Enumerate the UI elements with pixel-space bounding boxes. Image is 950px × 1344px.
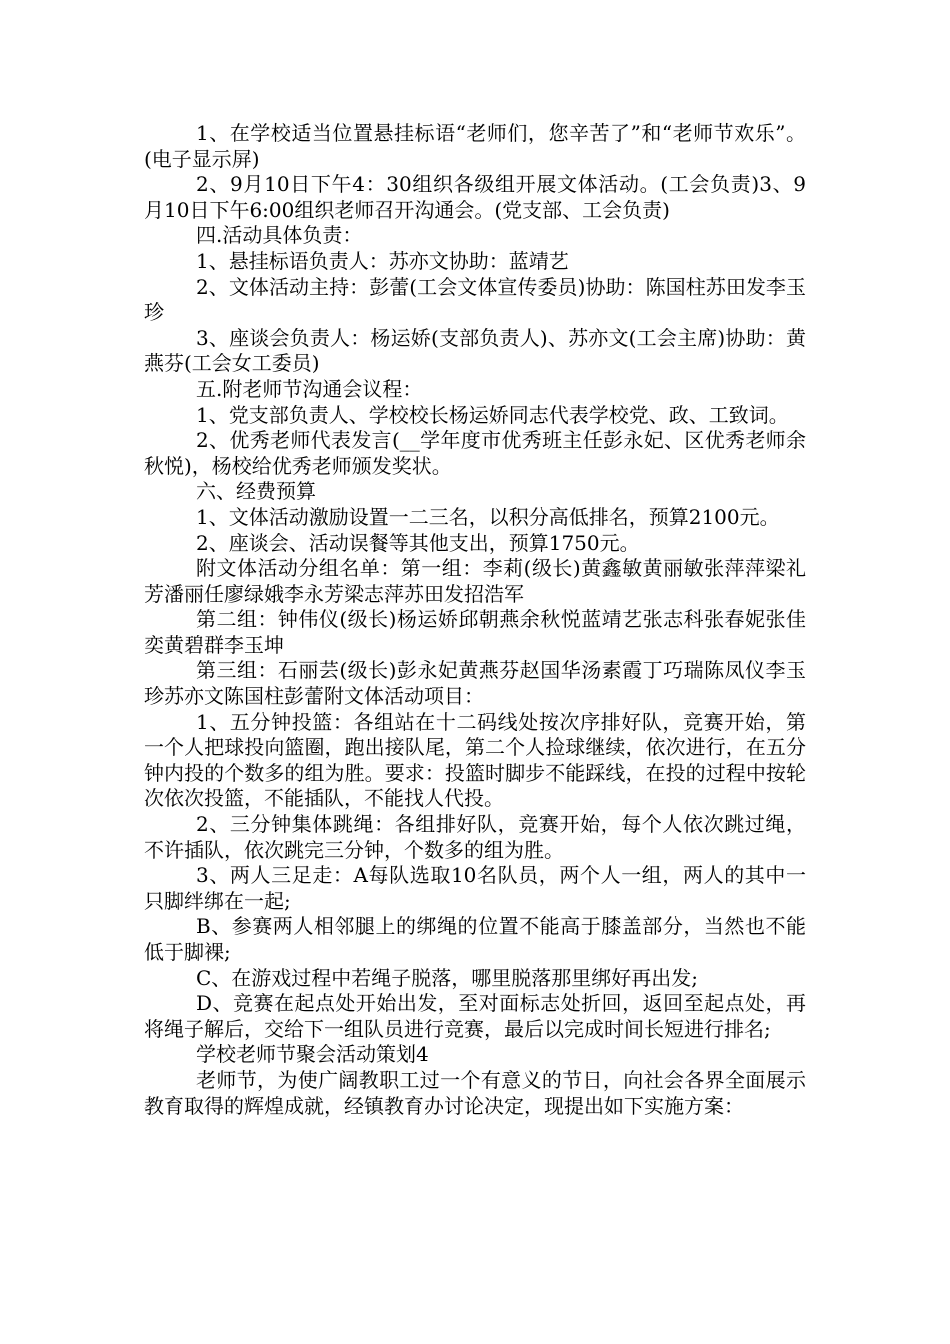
paragraph: 1、五分钟投篮：各组站在十二码线处按次序排好队，竞赛开始，第一个人把球投向篮圈，跑出接队尾，第二个人捡球继续，依次进行，在五分钟内投的个数多的组为胜。要求：投篮时脚步不能踩线，在投的过程中按轮次依次投篮，不能插队，不能找人代投。 <box>144 709 806 811</box>
section-heading: 五.附老师节沟通会议程： <box>196 376 423 401</box>
paragraph: 1、悬挂标语负责人：苏亦文协助：蓝靖艺 <box>196 248 569 273</box>
paragraph: 1、在学校适当位置悬挂标语“老师们，您辛苦了”和“老师节欢乐”。(电子显示屏) <box>144 121 806 171</box>
paragraph: 3、两人三足走：A每队选取10名队员，两个人一组，两人的其中一只脚绊绑在一起; <box>144 863 806 913</box>
paragraph: 2、座谈会、活动误餐等其他支出，预算1750元。 <box>196 530 640 555</box>
paragraph: 2、优秀老师代表发言(__学年度市优秀班主任彭永妃、区优秀老师余秋悦)，杨校给优秀老师颁发奖状。 <box>144 428 806 478</box>
paragraph: 2、文体活动主持：彭蕾(工会文体宣传委员)协助：陈国柱苏田发李玉珍 <box>144 274 806 325</box>
paragraph: 2、三分钟集体跳绳：各组排好队，竞赛开始，每个人依次跳过绳，不许插队，依次跳完三分钟，个数多的组为胜。 <box>144 812 806 862</box>
document-body <box>144 121 806 1119</box>
paragraph: D、竞赛在起点处开始出发，至对面标志处折回，返回至起点处，再将绳子解后，交给下一组队员进行竞赛，最后以完成时间长短进行排名; <box>144 991 806 1041</box>
paragraph: 3、座谈会负责人：杨运娇(支部负责人)、苏亦文(工会主席)协助：黄燕芬(工会女工委员) <box>144 325 806 376</box>
paragraph: 第二组：钟伟仪(级长)杨运娇邱朝燕余秋悦蓝靖艺张志科张春妮张佳奕黄碧群李玉坤 <box>144 607 806 657</box>
section-heading: 六、经费预算 <box>196 479 316 504</box>
paragraph: 附文体活动分组名单：第一组：李莉(级长)黄鑫敏黄丽敏张萍萍梁礼芳潘丽任廖绿娥李永芳梁志萍苏田发招浩军 <box>144 556 806 606</box>
paragraph: 第三组：石丽芸(级长)彭永妃黄燕芬赵国华汤素霞丁巧瑞陈凤仪李玉珍苏亦文陈国柱彭蕾附文体活动项目： <box>144 658 806 709</box>
paragraph: C、在游戏过程中若绳子脱落，哪里脱落那里绑好再出发; <box>196 965 699 990</box>
paragraph: B、参赛两人相邻腿上的绑绳的位置不能高于膝盖部分，当然也不能低于脚裸; <box>144 914 806 964</box>
paragraph: 老师节，为使广阔教职工过一个有意义的节日，向社会各界全面展示教育取得的辉煌成就，经镇教育办讨论决定，现提出如下实施方案： <box>144 1067 806 1118</box>
paragraph: 1、文体活动激励设置一二三名，以积分高低排名，预算2100元。 <box>196 504 780 529</box>
paragraph: 1、党支部负责人、学校校长杨运娇同志代表学校党、政、工致词。 <box>196 402 789 427</box>
paragraph: 2、9月10日下午4：30组织各级组开展文体活动。(工会负责)3、9月10日下午6:00组织老师召开沟通会。(党支部、工会负责) <box>144 172 806 222</box>
section-heading: 四.活动具体负责： <box>196 223 363 248</box>
section-heading: 学校老师节聚会活动策划4 <box>196 1042 429 1067</box>
